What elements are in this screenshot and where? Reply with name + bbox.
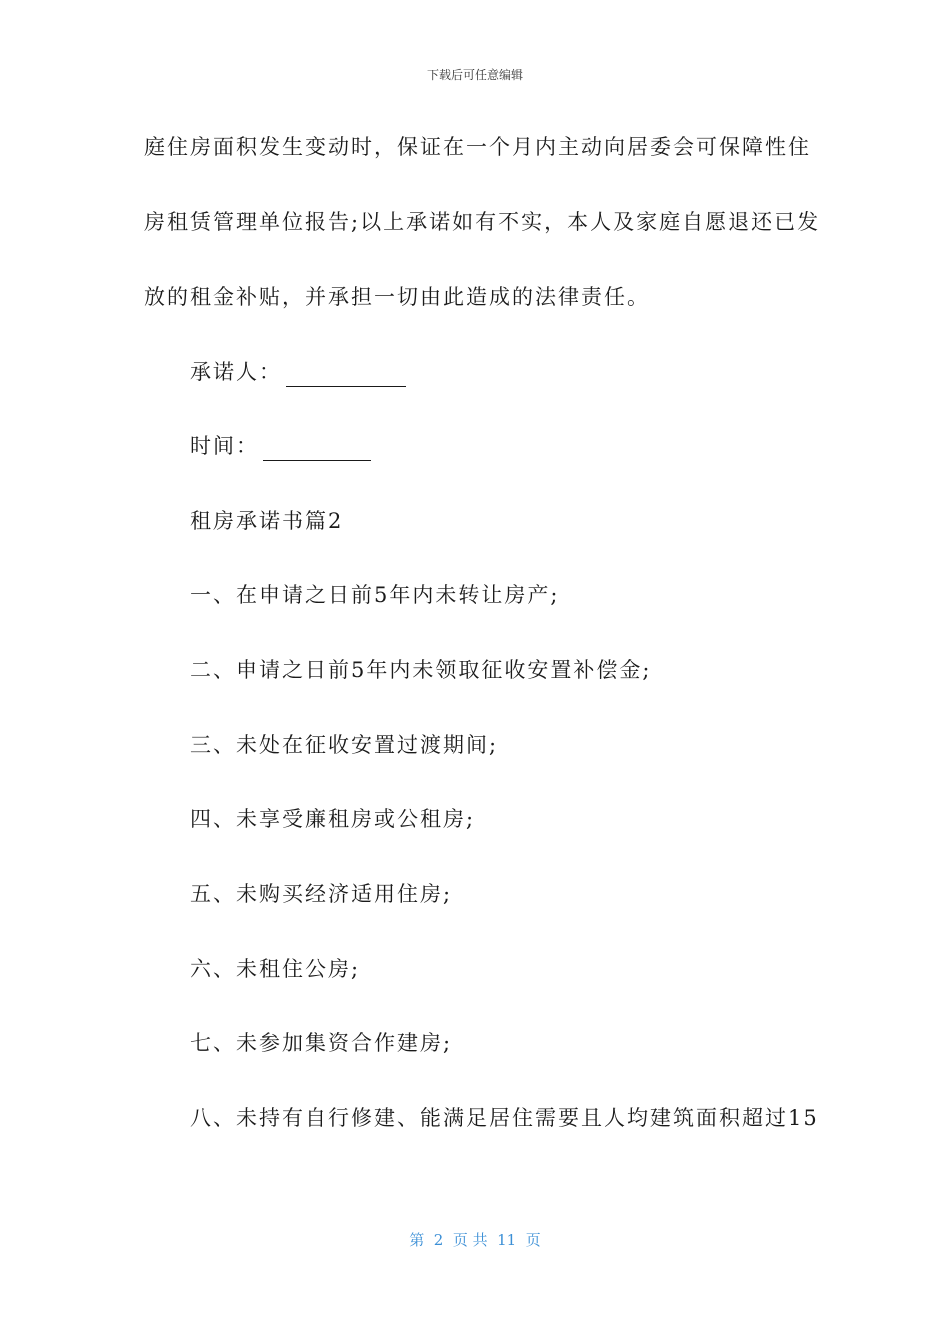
list-item: 三、未处在征收安置过渡期间;: [190, 733, 499, 757]
list-item: 七、未参加集资合作建房;: [190, 1031, 453, 1055]
paragraph-line: 房租赁管理单位报告;以上承诺如有不实，本人及家庭自愿退还已发: [144, 210, 821, 234]
time-line: [190, 431, 371, 461]
list-item: 二、申请之日前5年内未领取征收安置补偿金;: [190, 658, 652, 682]
page-header: 下载后可任意编辑: [426, 68, 523, 82]
time-blank: [263, 438, 371, 461]
list-item: 五、未购买经济适用住房;: [190, 882, 453, 906]
page-footer: 第 2 页 共 11 页: [409, 1231, 541, 1249]
time-label: 时间：: [190, 434, 259, 458]
list-item: 六、未租住公房;: [190, 957, 361, 981]
promiser-blank: [286, 364, 406, 387]
list-item: 四、未享受廉租房或公租房;: [190, 807, 476, 831]
list-item: 八、未持有自行修建、能满足居住需要且人均建筑面积超过15: [190, 1106, 819, 1130]
paragraph-line: 庭住房面积发生变动时，保证在一个月内主动向居委会可保障性住: [144, 135, 811, 159]
promiser-line: [190, 357, 406, 387]
list-item: 一、在申请之日前5年内未转让房产;: [190, 583, 560, 607]
paragraph-line: 放的租金补贴，并承担一切由此造成的法律责任。: [144, 285, 650, 309]
section-title: 租房承诺书篇2: [190, 509, 344, 533]
promiser-label: 承诺人：: [190, 360, 282, 384]
